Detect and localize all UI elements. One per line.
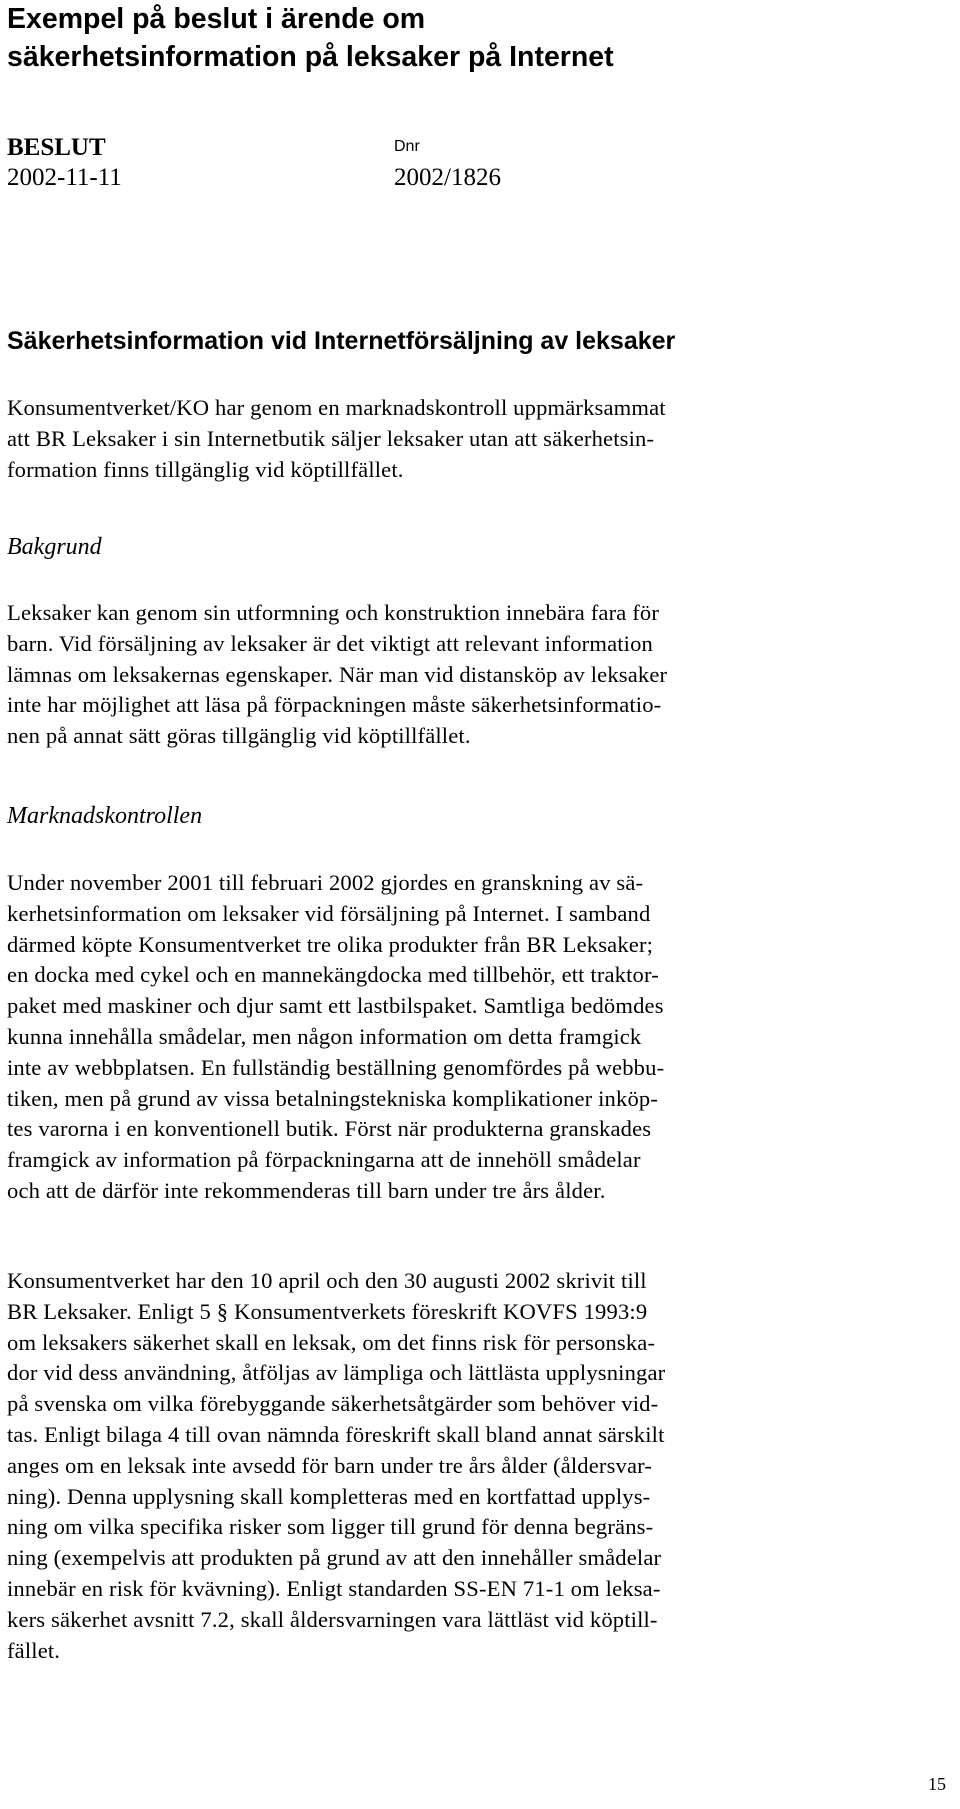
paragraph-line: Konsumentverket/KO har genom en marknadskontroll uppmärksammat [7,395,666,420]
paragraph-line: paket med maskiner och djur samt ett lastbilspaket. Samtliga bedömdes [7,993,664,1019]
decision-date: 2002-11-11 [7,164,122,191]
paragraph-line: nen på annat sätt göras tillgänglig vid köptillfället. [7,723,471,749]
paragraph-line: ning (exempelvis att produkten på grund av att den innehåller smådelar [7,1545,662,1571]
paragraph-line: och att de därför inte rekommenderas till barn under tre års ålder. [7,1177,606,1203]
document-title-line: säkerhetsinformation på leksaker på Internet [7,41,614,73]
paragraph-line: kers säkerhet avsnitt 7.2, skall åldersvarningen vara lättläst vid köptill- [7,1606,658,1632]
paragraph-line: dor vid dess användning, åtföljas av lämpliga och lättlästa upplysningar [7,1360,666,1386]
paragraph-line: anges om en leksak inte avsedd för barn under tre års ålder (åldersvar- [7,1452,653,1478]
section-heading-background: Bakgrund [7,534,102,560]
paragraph-line: kunna innehålla smådelar, men någon information om detta framgick [7,1023,642,1049]
paragraph-line: Under november 2001 till februari 2002 gjordes en granskning av sä- [7,870,644,895]
paragraph-line: en docka med cykel och en mannekängdocka med tillbehör, ett traktor- [7,962,659,988]
dnr-value: 2002/1826 [394,164,501,191]
paragraph-line: lämnas om leksakernas egenskaper. När man vid distansköp av leksaker [7,661,668,687]
background-paragraph [7,598,953,752]
paragraph-line: om leksakers säkerhet skall en leksak, om det finns risk för personska- [7,1329,656,1355]
paragraph-line: ning). Denna upplysning skall kompletteras med en kortfattad upplys- [7,1483,651,1509]
paragraph-line: på svenska om vilka förebyggande säkerhetsåtgärder som behöver vid- [7,1391,659,1417]
decision-label: BESLUT [7,134,106,161]
paragraph-line: därmed köpte Konsumentverket tre olika produkter från BR Leksaker; [7,931,654,957]
paragraph-line: tiken, men på grund av vissa betalningstekniska komplikationer inköp- [7,1085,659,1111]
paragraph-line: formation finns tillgänglig vid köptillfället. [7,456,404,482]
market-control-paragraph-1 [7,868,953,1207]
paragraph-line: tes varorna i en konventionell butik. Först när produkterna granskades [7,1116,652,1142]
paragraph-line: Konsumentverket har den 10 april och den 30 augusti 2002 skrivit till [7,1268,647,1293]
intro-paragraph [7,393,953,485]
document-title [7,0,614,76]
paragraph-line: fället. [7,1637,61,1663]
paragraph-line: inte har möjlighet att läsa på förpackningen måste säkerhetsinformatio- [7,692,662,718]
paragraph-line: kerhetsinformation om leksaker vid försäljning på Internet. I samband [7,900,651,926]
dnr-label: Dnr [394,138,420,155]
paragraph-line: innebär en risk för kvävning). Enligt standarden SS-EN 71-1 om leksa- [7,1575,661,1601]
section-heading-market-control: Marknadskontrollen [7,803,203,829]
paragraph-line: tas. Enligt bilaga 4 till ovan nämnda föreskrift skall bland annat särskilt [7,1421,665,1447]
paragraph-line: Leksaker kan genom sin utformning och konstruktion innebära fara för [7,600,660,625]
market-control-paragraph-2 [7,1266,953,1666]
document-title-line: Exempel på beslut i ärende om [7,3,426,35]
paragraph-line: framgick av information på förpackningarna att de innehöll smådelar [7,1147,641,1173]
paragraph-line: ning om vilka specifika risker som ligger till grund för denna begräns- [7,1514,654,1540]
page-number: 15 [928,1774,946,1794]
paragraph-line: barn. Vid försäljning av leksaker är det viktigt att relevant information [7,630,654,656]
paragraph-line: inte av webbplatsen. En fullständig beställning genomfördes på webbu- [7,1054,665,1080]
decision-subject: Säkerhetsinformation vid Internetförsäljning av leksaker [7,327,676,355]
paragraph-line: att BR Leksaker i sin Internetbutik säljer leksaker utan att säkerhetsin- [7,425,655,451]
paragraph-line: BR Leksaker. Enligt 5 § Konsumentverkets föreskrift KOVFS 1993:9 [7,1298,648,1324]
